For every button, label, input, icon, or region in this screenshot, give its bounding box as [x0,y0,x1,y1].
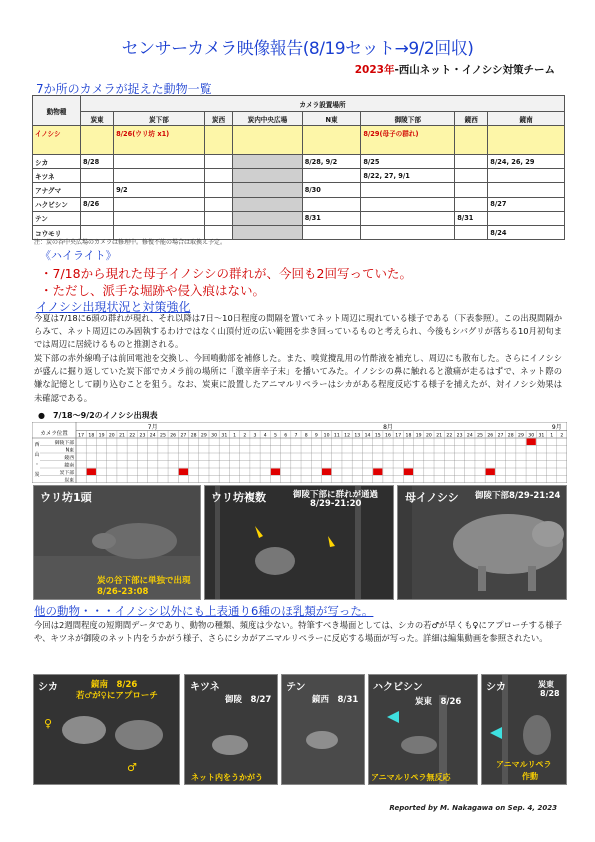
photo-note-2: 作動 [522,772,538,781]
photo-info: 炭東 [538,680,554,689]
sighting-mark [322,469,331,476]
chart-day-label: 11 [333,433,340,439]
chart-row-label: 炭下部 [59,471,74,476]
location-header: 鏡南 [488,112,565,126]
chart-day-label: 9 [314,433,318,439]
chart-day-label: 6 [284,433,288,439]
sighting-cell [233,211,303,225]
table-corner: 動物種 [33,96,81,126]
sighting-cell: 9/2 [114,183,205,197]
photo-deer-repeller [481,674,567,785]
chart-day-label: 20 [108,433,115,439]
subtitle-year: 2023年 [354,64,395,76]
sighting-cell [361,225,455,239]
table-row [33,183,565,197]
chart-day-label: 25 [477,433,483,439]
photo-mother-boar [397,485,567,600]
table-row [33,126,565,155]
sighting-cell [233,183,303,197]
animal-name: シカ [33,155,81,169]
sighting-cell [114,155,205,169]
sighting-cell: 8/27 [488,197,565,211]
table-row [33,155,565,169]
photo-civet [368,674,478,785]
chart-day-label: 19 [415,433,422,439]
photo-note: 若♂が♀にアプローチ [76,691,158,701]
table-row [33,211,565,225]
chart-day-label: 28 [190,433,197,439]
animal-name: ハクビシン [33,197,81,211]
photo-info: 炭東 8/26 [415,697,462,707]
sighting-cell [361,183,455,197]
sighting-mark [527,439,536,446]
chart-day-label: 12 [344,433,351,439]
location-header: N東 [302,112,361,126]
chart-day-label: 22 [129,433,136,439]
sighting-cell: 8/26(ウリ坊 x1) [114,126,205,155]
chart-day-label: 18 [405,433,412,439]
sighting-cell [361,197,455,211]
boar-sighting-chart [32,422,567,483]
chart-day-label: 25 [160,433,166,439]
highlight-item-2: ・ただし、派手な堀跡や侵入痕はない。 [40,283,266,298]
chart-day-label: 1 [233,433,237,439]
sighting-cell [233,225,303,239]
chart-day-label: 28 [507,433,514,439]
section-title-boar: イノシシ出現状況と対策強化 [36,300,191,314]
photo-marten [281,674,365,785]
sighting-cell [488,169,565,183]
chart-day-label: 17 [395,433,402,439]
chart-day-label: 20 [425,433,432,439]
sighting-cell: 8/25 [361,155,455,169]
chart-month-label: 7月 [147,424,158,431]
sighting-cell [114,197,205,211]
chart-row-label: N東 [65,448,74,454]
sighting-cell [488,211,565,225]
chart-day-label: 29 [518,433,524,439]
sighting-mark [486,469,495,476]
sighting-cell: 8/24 [488,225,565,239]
sighting-cell [114,169,205,183]
photo-info: 御陵 8/27 [225,695,272,705]
table-note: 注：炭の谷中央広場のカメラは修理中。修復不能の場合は取換え予定。 [34,239,227,246]
sighting-cell [204,197,232,211]
animal-name: キツネ [33,169,81,183]
chart-month-label: 9月 [551,424,562,431]
sighting-cell [233,155,303,169]
chart-side-label: ・ [34,462,40,468]
sighting-cell [455,225,488,239]
chart-day-label: 21 [119,433,125,439]
chart-day-label: 14 [364,433,371,439]
photo-label: キツネ [190,682,220,693]
chart-day-label: 29 [200,433,207,439]
photo-deer-approach [33,674,180,785]
sighting-cell [233,126,303,155]
female-mark: ♀ [44,717,53,730]
chart-day-label: 26 [487,433,494,439]
sighting-cell [488,183,565,197]
chart-side-label: 西 [34,442,40,448]
location-header: 炭西 [204,112,232,126]
chart-day-label: 30 [211,433,218,439]
chart-day-label: 24 [466,433,473,439]
sighting-cell [204,211,232,225]
chart-day-label: 5 [274,433,277,439]
paragraph-other-animals: 今回は2週間程度の短期間データであり、動物の種類、頻度は少ない。特筆すべき場面としては、シカの若♂が早くも♀にアプローチする様子や、キツネが御陵のネット内をうかがう様子、さらにシカがアニマルリペラーに反応する場面が写った。詳細は編集動画を参照されたい。 [34,620,562,643]
sighting-cell [204,155,232,169]
sighting-cell [488,126,565,155]
chart-row-label: 鏡南 [64,463,74,469]
paragraph-boar-appearance: 今夏は7/18に6頭の群れが現れ、それ以降は7日～10日程度の間隔を置いてネット周辺に現れている様子である（下表参照）。この出現間隔からみて、ネット周辺にのみ固執するわけではなく山頂付近の広い範囲を歩き回っているものと考えられ、今後もシバグリが落ちる10月初旬までは周辺に居続けるものと推測される。 [34,313,562,350]
chart-side-label: 炭 [34,472,40,478]
chart-row-label: 鏡西 [64,456,74,461]
chart-day-label: 26 [170,433,177,439]
sighting-cell [361,211,455,225]
chart-day-label: 23 [139,433,146,439]
photo-boar-piglet [33,485,201,600]
animal-name: テン [33,211,81,225]
chart-day-label: 1 [550,433,554,439]
highlight-title: 《ハイライト》 [40,249,117,262]
location-header: 炭東 [81,112,114,126]
chart-row-header: カメラ位置 [40,431,68,437]
sighting-cell [455,155,488,169]
photo-label: 母イノシシ [405,491,459,504]
page-title: センサーカメラ映像報告(8/19セット→9/2回収) [121,39,474,59]
report-footer: Reported by M. Nakagawa on Sep. 4, 2023 [389,804,557,812]
sighting-cell [302,169,361,183]
animal-name: イノシシ [33,126,81,155]
sighting-cell [204,126,232,155]
sighting-cell [81,211,114,225]
chart-row-label: 御陵下部 [54,441,74,446]
photo-caption-time: 8/29-21:20 [310,499,362,509]
sighting-cell [302,126,361,155]
photo-label: テン [286,682,306,693]
page-subtitle [355,62,555,77]
chart-day-label: 18 [88,433,95,439]
sighting-mark [87,469,96,476]
sighting-cell: 8/31 [455,211,488,225]
location-header: 炭下部 [114,112,205,126]
sighting-mark [373,469,382,476]
sighting-cell [81,169,114,183]
sighting-cell [302,225,361,239]
chart-day-label: 27 [180,433,187,439]
chart-day-label: 30 [528,433,535,439]
sighting-cell: 8/29(母子の群れ) [361,126,455,155]
photo-info-date: 8/28 [540,689,560,698]
photo-label: シカ [486,682,506,693]
photo-caption: 御陵下部8/29-21:24 [475,491,561,501]
table-row [33,169,565,183]
sighting-cell [204,169,232,183]
section-title-other-animals: 他の動物・・・イノシシ以外にも上表通り6種のほ乳類が写った。 [34,604,374,618]
chart-day-label: 31 [221,433,228,439]
sighting-mark [179,469,188,476]
chart-month-label: 8月 [383,424,393,431]
sighting-cell [455,197,488,211]
photo-fox [184,674,278,785]
chart-day-label: 17 [78,433,85,439]
chart-day-label: 16 [385,433,391,439]
sighting-cell [455,169,488,183]
highlight-item-1: ・7/18から現れた母子イノシシの群れが、今回も2回写っていた。 [40,266,412,281]
table-group-header: カメラ設置場所 [81,96,565,112]
photo-caption: 炭の谷下部に単独で出現 [97,576,191,586]
sighting-cell [114,211,205,225]
photo-caption: 御陵下部に群れが通過 [293,490,379,500]
sighting-cell: 8/28, 9/2 [302,155,361,169]
photo-note: ネット内をうかがう [191,773,263,782]
chart-side-label: 山 [34,452,40,458]
photo-label: ハクビシン [373,682,423,693]
sighting-cell: 8/31 [302,211,361,225]
chart-day-label: 27 [497,433,504,439]
chart-day-label: 13 [354,433,361,439]
sighting-cell [81,183,114,197]
chart-row-label: 炭東 [64,478,74,483]
photo-boar-group [204,485,394,600]
photo-caption-time: 8/26-23:08 [97,587,149,597]
photo-label: ウリ坊1頭 [40,491,92,504]
photo-label: シカ [38,682,58,693]
chart-day-label: 31 [538,433,545,439]
sighting-cell: 8/28 [81,155,114,169]
chart-day-label: 3 [253,433,257,439]
male-mark: ♂ [127,761,137,774]
sighting-cell: 8/22, 27, 9/1 [361,169,455,183]
sighting-cell: 8/30 [302,183,361,197]
chart-day-label: 8 [304,433,308,439]
paragraph-countermeasures: 炭下部の赤外線鳴子は前回電池を交換し、今回鳴動部を補修した。また、嗅覚攪乱用の竹酢液を補充し、周辺にも散布した。さらにイノシシが盛んに掘り返していた炭下部でカメラ前の場所に「激辛唐辛子末」を播いてみた。イノシシの鼻に触れると激痛が走るはずで、ネット際の嫌な記憶として刷り込むことを狙う。なお、炭東に設置したアニマルリペラーはシカがある程度反応する様子を捕えたが、対イノシシ効果は未確認である。 [34,353,562,403]
sighting-cell: 8/24, 26, 29 [488,155,565,169]
sighting-cell [455,126,488,155]
photo-info: 鏡南 8/26 [91,680,138,690]
photo-note: アニマルリペラ無反応 [371,773,451,782]
chart-day-label: 21 [436,433,443,439]
chart-day-label: 22 [446,433,453,439]
camera-animal-table [32,95,565,240]
chart-day-label: 2 [560,433,564,439]
chart-day-label: 2 [243,433,247,439]
section-title-animal-list: 7か所のカメラが捉えた動物一覧 [36,82,212,96]
sighting-cell [455,183,488,197]
chart-day-label: 4 [263,433,267,439]
chart-day-label: 24 [149,433,156,439]
sighting-mark [404,469,413,476]
sighting-cell [302,197,361,211]
chart-day-label: 23 [456,433,463,439]
sighting-cell [81,126,114,155]
location-header: 炭内中央広場 [233,112,303,126]
photo-label: ウリ坊複数 [211,491,266,504]
sighting-cell [233,197,303,211]
table-row [33,197,565,211]
chart-day-label: 7 [294,433,298,439]
photo-note: アニマルリペラ [496,760,552,769]
sighting-cell [233,169,303,183]
chart-day-label: 10 [323,433,330,439]
photo-info: 鏡西 8/31 [312,695,359,705]
sighting-cell [204,183,232,197]
chart-day-label: 19 [98,433,105,439]
sighting-mark [271,469,280,476]
animal-name: コウモリ [33,225,81,239]
chart-day-label: 15 [374,433,381,439]
animal-name: アナグマ [33,183,81,197]
chart-title: ● 7/18～9/2のイノシシ出現表 [38,411,158,420]
sighting-cell: 8/26 [81,197,114,211]
subtitle-team: -西山ネット・イノシシ対策チーム [394,64,555,76]
location-header: 御陵下部 [361,112,455,126]
location-header: 鏡西 [455,112,488,126]
